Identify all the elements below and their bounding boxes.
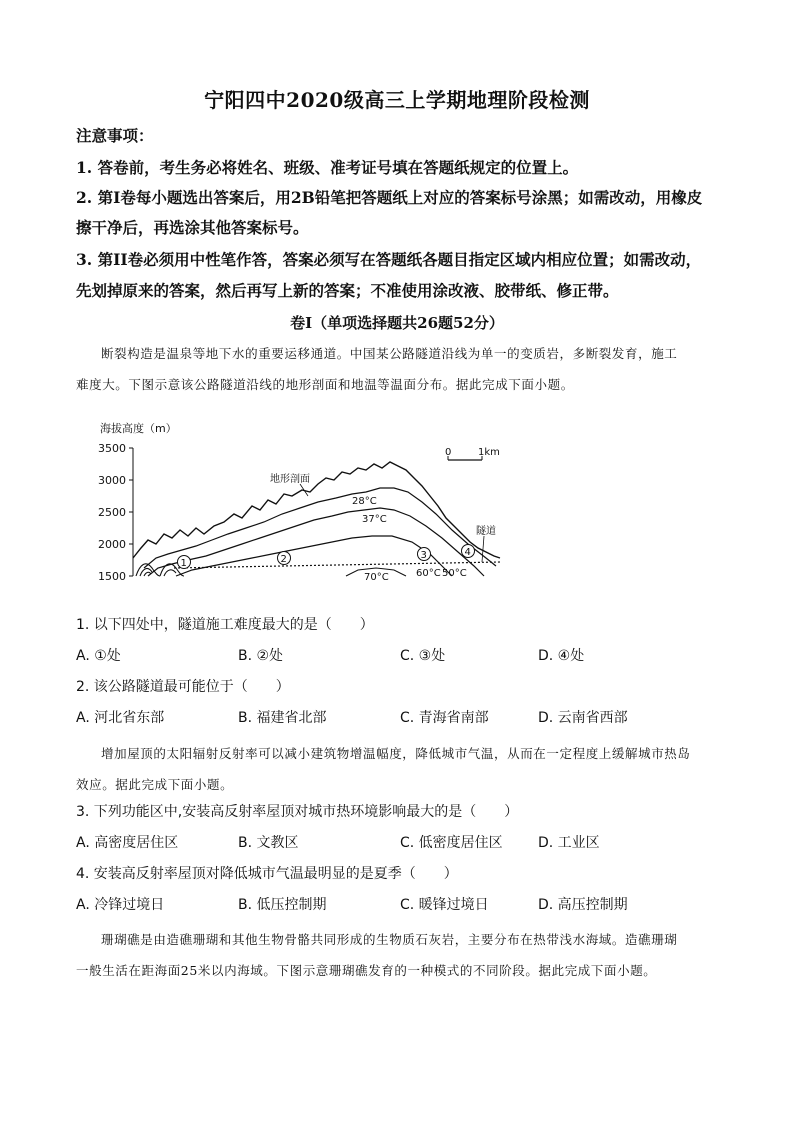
question-4-option-d[interactable]: D. 高压控制期 [538, 897, 628, 913]
label-tunnel-leader [482, 536, 484, 562]
y-tick-1500: 1500 [98, 570, 126, 583]
isotherm-37 [148, 508, 484, 576]
notice-item-2: 2. 第Ⅰ卷每小题选出答案后，用2B铅笔把答题纸上对应的答案标号涂黑；如需改动，用橡皮 [76, 188, 703, 207]
question-3-option-b[interactable]: B. 文教区 [238, 835, 299, 851]
question-2-option-c[interactable]: C. 青海省南部 [400, 710, 489, 726]
label-iso-28: 28°C [352, 496, 377, 507]
section-title: 卷Ⅰ（单项选择题共26题52分） [290, 314, 504, 332]
passage-3-line-2: 一般生活在距海面25米以内海域。下图示意珊瑚礁发育的一种模式的不同阶段。据此完成下面小题。 [76, 963, 657, 978]
y-tick-2000: 2000 [98, 538, 126, 551]
label-iso-60: 60°C [416, 568, 441, 579]
question-1-option-d[interactable]: D. ④处 [538, 648, 585, 664]
passage-2-line-1: 增加屋顶的太阳辐射反射率可以减小建筑物增温幅度，降低城市气温，从而在一定程度上缓解城市热岛 [101, 746, 691, 761]
question-2-option-b[interactable]: B. 福建省北部 [238, 710, 327, 726]
point-marker-1 [178, 556, 191, 570]
question-3-option-c[interactable]: C. 低密度居住区 [400, 835, 503, 851]
y-tick-2500: 2500 [98, 506, 126, 519]
point-marker-3 [418, 548, 431, 562]
question-4-option-c[interactable]: C. 暖锋过境日 [400, 897, 489, 913]
terrain-profile-svg [96, 418, 516, 588]
label-iso-37: 37°C [362, 514, 387, 525]
passage-1-line-1: 断裂构造是温泉等地下水的重要运移通道。中国某公路隧道沿线为单一的变质岩，多断裂发育，施工 [101, 346, 678, 361]
label-tunnel: 隧道 [476, 526, 496, 537]
scale-label-0: 0 [445, 447, 452, 458]
label-iso-50: 50°C [442, 568, 467, 579]
isotherm-deep [176, 536, 452, 576]
label-terrain-profile: 地形剖面 [270, 474, 310, 485]
passage-1-line-2: 难度大。下图示意该公路隧道沿线的地形剖面和地温等温面分布。据此完成下面小题。 [76, 377, 574, 392]
scale-bar [448, 456, 482, 460]
question-1-option-a[interactable]: A. ①处 [76, 648, 121, 664]
left-fault-contours [136, 564, 184, 576]
notice-item-3-cont: 先划掉原来的答案，然后再写上新的答案；不准使用涂改液、胶带纸、修正带。 [76, 281, 619, 300]
y-axis-label: 海拔高度（m） [100, 422, 177, 435]
svg-text:3: 3 [420, 550, 427, 561]
label-iso-70: 70°C [364, 572, 389, 583]
question-4-option-a[interactable]: A. 冷锋过境日 [76, 897, 165, 913]
notice-item-2-cont: 擦干净后，再选涂其他答案标号。 [76, 218, 309, 237]
question-4-stem: 4. 安装高反射率屋顶对降低城市气温最明显的是夏季（ ） [76, 866, 458, 882]
notice-item-3: 3. 第II卷必须用中性笔作答，答案必须写在答题纸各题目指定区域内相应位置；如需改动， [76, 250, 702, 269]
question-2-stem: 2. 该公路隧道最可能位于（ ） [76, 679, 290, 695]
svg-text:1: 1 [180, 558, 187, 569]
notice-item-1: 1. 答卷前，考生务必将姓名、班级、准考证号填在答题纸规定的位置上。 [76, 158, 579, 177]
question-2-option-a[interactable]: A. 河北省东部 [76, 710, 165, 726]
exam-title: 宁阳四中2020级高三上学期地理阶段检测 [204, 88, 590, 112]
scale-label-1km: 1km [478, 447, 500, 458]
y-tick-3500: 3500 [98, 442, 126, 455]
point-marker-4 [462, 545, 475, 559]
notice-heading: 注意事项： [76, 126, 154, 145]
passage-3-line-1: 珊瑚礁是由造礁珊瑚和其他生物骨骼共同形成的生物质石灰岩，主要分布在热带浅水海域。造礁珊瑚 [101, 932, 678, 947]
svg-text:2: 2 [280, 554, 287, 565]
question-3-stem: 3. 下列功能区中,安装高反射率屋顶对城市热环境影响最大的是（ ） [76, 804, 519, 820]
question-4-option-b[interactable]: B. 低压控制期 [238, 897, 327, 913]
passage-2-line-2: 效应。据此完成下面小题。 [76, 777, 234, 792]
question-1-stem: 1. 以下四处中，隧道施工难度最大的是（ ） [76, 617, 374, 633]
point-marker-2 [278, 552, 291, 566]
question-2-option-d[interactable]: D. 云南省西部 [538, 710, 628, 726]
question-1-option-c[interactable]: C. ③处 [400, 648, 446, 664]
y-ticks [129, 448, 133, 576]
terrain-profile-diagram [96, 418, 516, 588]
y-tick-3000: 3000 [98, 474, 126, 487]
svg-text:4: 4 [464, 547, 471, 558]
question-1-option-b[interactable]: B. ②处 [238, 648, 284, 664]
question-3-option-d[interactable]: D. 工业区 [538, 835, 600, 851]
question-3-option-a[interactable]: A. 高密度居住区 [76, 835, 179, 851]
terrain-profile-line [133, 462, 500, 558]
